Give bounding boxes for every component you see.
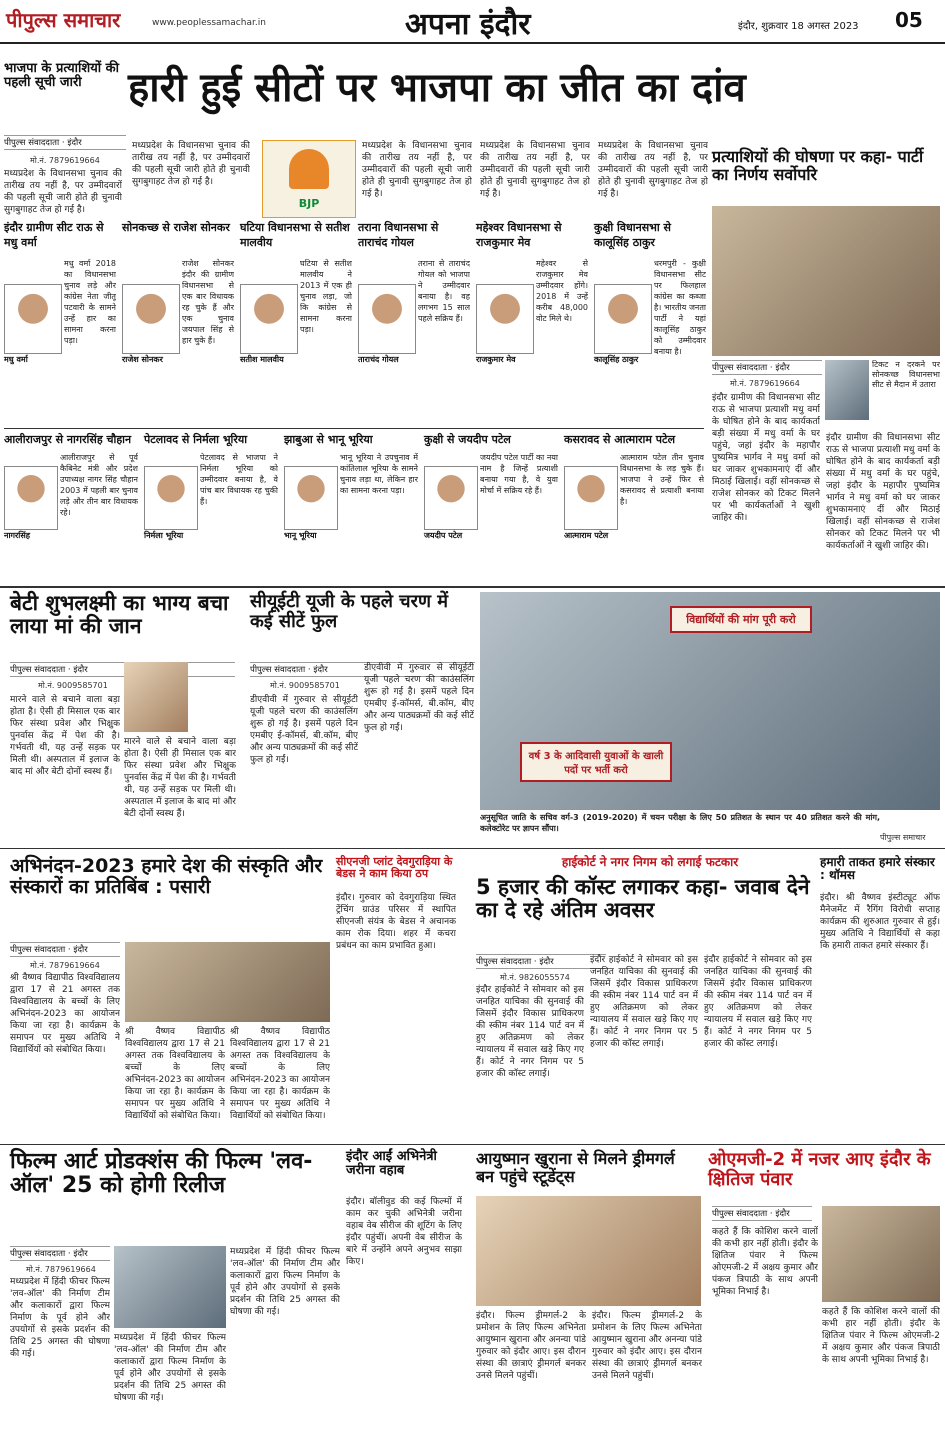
candidate-text: आलीराजपुर से पूर्व कैबिनेट मंत्री और प्रदेश उपाध्यक्ष नागर सिंह चौहान 2003 में पहली बार चुनाव लड़े और तीन बार विधायक रहे। xyxy=(60,453,138,517)
candidate-row-2 xyxy=(4,432,709,582)
candidate-title: झाबुआ से भानू भूरिया xyxy=(284,433,373,446)
protest-credit: पीपुल्स समाचार xyxy=(880,833,926,842)
page-number: 05 xyxy=(895,8,923,32)
candidate-title: सोनकच्छ से राजेश सोनकर xyxy=(122,221,230,234)
candidate-photo xyxy=(4,466,58,530)
website-url[interactable]: www.peoplessamachar.in xyxy=(152,18,266,28)
candidate-caption: निर्मला भूरिया xyxy=(144,531,184,540)
candidate-caption: सतीश मालवीय xyxy=(240,355,284,364)
celebration-photo xyxy=(712,206,940,356)
story4-text: इंदौर। गुरुवार को देवगुराड़िया स्थित ट्रेंचिंग ग्राउंड परिसर में स्थापित सीएनजी संयंत्र के बेडस ने अचानक काम रोक दिया। शहर में कचरा प्रबंधन का काम प्रभावित हुआ। xyxy=(336,893,456,951)
story10-text-col2: कहते हैं कि कोशिश करने वालों की कभी हार नहीं होती। इंदौर के क्षितिज पंवार ने फिल्म ओएमजी-2 में अक्षय कुमार और पंकज त्रिपाठी के साथ अपनी भूमिका निभाई है। xyxy=(822,1307,940,1365)
protest-banner-top: विद्यार्थियों की मांग पूरी करो xyxy=(670,606,812,633)
candidate-card xyxy=(476,220,588,425)
candidate-text: धरमपुरी - कुक्षी विधानसभा सीट पर फिलहाल कांग्रेस का कब्जा है। भारतीय जनता पार्टी ने यहां कालूसिंह ठाकुर को उम्मीदवार बनाया है। xyxy=(654,259,706,356)
candidate-text: जयदीप पटेल पार्टी का नया नाम है जिन्हें प्रत्याशी बनाया गया है, वे युवा मोर्चा में सक्रिय रहे हैं। xyxy=(480,453,558,495)
event-photo xyxy=(125,942,330,1022)
candidate-caption: कालूसिंह ठाकुर xyxy=(594,355,639,364)
candidate-title: कसरावद से आत्माराम पटेल xyxy=(564,433,676,446)
lead-byline-name: पीपुल्स संवाददाता xyxy=(4,138,60,148)
story1-byline: पीपुल्स संवाददाता · इंदौर xyxy=(10,662,235,677)
candidate-photo xyxy=(476,284,534,354)
lead-headline: हारी हुई सीटों पर भाजपा का जीत का दांव xyxy=(128,65,746,111)
candidate-text: पेटलावद से भाजपा ने निर्मला भूरिया को उम्मीदवार बनाया है, वे पांच बार विधायक रह चुकी हैं। xyxy=(200,453,278,506)
candidate-title: आलीराजपुर से नागरसिंह चौहान xyxy=(4,433,132,446)
candidate-title: कुक्षी से जयदीप पटेल xyxy=(424,433,511,446)
story3-text-col3: श्री वैष्णव विद्यापीठ विश्वविद्यालय द्वारा 17 से 21 अगस्त तक विश्वविद्यालय के बच्चों के लिए अभिनंदन-2023 का आयोजन किया जा रहा है। कार्यक्रम के समापन पर मुख्य अतिथि ने विद्यार्थियों को संबोधित किया। xyxy=(230,1027,330,1121)
lead-byline: पीपुल्स संवाददाता · इंदौर xyxy=(4,135,126,150)
lead-body-col3: मध्यप्रदेश के विधानसभा चुनाव की तारीख तय नहीं है, पर उम्मीदवारों की पहली सूची जारी होते ही चुनावी सुगबुगाहट तेज हो गई है। xyxy=(362,141,472,199)
candidate-title: घटिया विधानसभा से सतीश मालवीय xyxy=(240,221,350,249)
story7-text-col3: मध्यप्रदेश में हिंदी फीचर फिल्म 'लव-ऑल' की निर्माण टीम और कलाकारों द्वारा फिल्म निर्माण के पूर्व होने और उपयोगों से इसके प्रदर्शन की तिथि 25 अगस्त की घोषणा की गई। xyxy=(230,1247,340,1317)
candidate-card xyxy=(4,432,140,580)
lead-mobile: मो.नं. 7879619664 xyxy=(30,156,100,165)
film-press-photo xyxy=(114,1246,226,1328)
story3-byline: पीपुल्स संवाददाता · इंदौर xyxy=(10,942,120,957)
candidate-card xyxy=(284,432,420,580)
candidate-row-1 xyxy=(4,220,709,430)
candidate-card xyxy=(4,220,116,425)
story9-headline: आयुष्मान खुराना से मिलने ड्रीमगर्ल बन पहुंचे स्टूडेंट्स xyxy=(476,1149,675,1186)
candidate-photo xyxy=(144,466,198,530)
side-top-tag: टिकट न दरकने पर सोनकच्छ विधानसभा सीट से मैदान में उतारा xyxy=(872,360,940,389)
candidate-title: इंदौर ग्रामीण सीट राऊ से मधु वर्मा xyxy=(4,221,104,249)
story7-text: मध्यप्रदेश में हिंदी फीचर फिल्म 'लव-ऑल' की निर्माण टीम और कलाकारों द्वारा फिल्म निर्माण के पूर्व होने और उपयोगों से इसके प्रदर्शन की तिथि 25 अगस्त की घोषणा की गई। xyxy=(10,1277,110,1359)
story10-byline-city: इंदौर xyxy=(775,1209,790,1219)
section-divider xyxy=(0,848,945,849)
candidate-text: महेश्वर से राजकुमार मेव उम्मीदवार होंगे। 2018 में उन्हें करीब 48,000 वोट मिले थे। xyxy=(536,259,588,323)
candidate-card xyxy=(144,432,280,580)
candidate-caption: नागरसिंह xyxy=(4,531,31,540)
side-top-byline-name: पीपुल्स संवाददाता xyxy=(712,363,768,373)
candidate-card xyxy=(358,220,470,425)
story6-headline: हमारी ताकत हमारे संस्कार : थॉमस xyxy=(820,855,935,883)
candidate-caption: ताराचंद गोयल xyxy=(358,355,399,364)
story8-text: इंदौर। बॉलीवुड की कई फिल्मों में काम कर चुकी अभिनेत्री जरीना वहाब वेब सीरीज की शूटिंग के लिए इंदौर पहुंचीं। अपनी वेब सीरीज के बारे में उन्होंने अपने अनुभव साझा किए। xyxy=(346,1197,462,1267)
candidate-text: मधु वर्मा 2018 का विधानसभा चुनाव लड़े और कांग्रेस नेता जीतू पटवारी के सामने उन्हें हार का सामना करना पड़ा। xyxy=(64,259,116,345)
story1-headline: बेटी शुभलक्ष्मी का भाग्य बचा लाया मां की जान xyxy=(10,591,229,639)
section-title: अपना इंदौर xyxy=(405,7,531,42)
candidate-photo xyxy=(4,284,62,354)
lead-byline-city: इंदौर xyxy=(67,138,82,148)
dateline: इंदौर, शुक्रवार 18 अगस्त 2023 xyxy=(738,21,859,32)
story2-headline: सीयूईटी यूजी के पहले चरण में कई सीटें फुल xyxy=(250,591,449,632)
candidate-card xyxy=(122,220,234,425)
side-top-text: इंदौर ग्रामीण की विधानसभा सीट राऊ से भाजपा प्रत्याशी मधु वर्मा के घोषित होने के बाद कार्यकर्ता बड़ी संख्या में मधु वर्मा के घर पहुंचे, जहां इंदौर के महापौर पुष्यमित्र भार्गव ने मधु वर्मा को घर जाकर शुभकामनाएं दीं और मिठाई खिलाई। वहीं सोनकच्छ से राजेश सोनकर को टिकट मिलने पर भी कार्यकर्ताओं ने खुशी जाहिर की। xyxy=(712,393,820,523)
story3-text-col2: श्री वैष्णव विद्यापीठ विश्वविद्यालय द्वारा 17 से 21 अगस्त तक विश्वविद्यालय के बच्चों के लिए अभिनंदन-2023 का आयोजन किया जा रहा है। कार्यक्रम के समापन पर मुख्य अतिथि ने विद्यार्थियों को संबोधित किया। xyxy=(125,1027,225,1121)
students-photo xyxy=(476,1196,701,1306)
story3-text: श्री वैष्णव विद्यापीठ विश्वविद्यालय द्वारा 17 से 21 अगस्त तक विश्वविद्यालय के बच्चों के लिए अभिनंदन-2023 का आयोजन किया जा रहा है। कार्यक्रम के समापन पर मुख्य अतिथि ने विद्यार्थियों को संबोधित किया। xyxy=(10,973,120,1055)
candidate-caption: मधु वर्मा xyxy=(4,355,28,364)
story3-byline-name: पीपुल्स संवाददाता xyxy=(10,945,66,955)
candidate-title: कुक्षी विधानसभा से कालूसिंह ठाकुर xyxy=(594,221,671,249)
story5-byline-name: पीपुल्स संवाददाता xyxy=(476,957,532,967)
sonkar-photo xyxy=(825,360,869,420)
story4-headline: सीएनजी प्लांट देवगुराड़िया के बेडस ने काम किया ठप xyxy=(336,855,453,881)
protest-photo xyxy=(480,592,940,810)
story9-text-col2: इंदौर। फिल्म ड्रीमगर्ल-2 के प्रमोशन के लिए फिल्म अभिनेता आयुष्मान खुराना और अनन्या पांडे गुरुवार को इंदौर आए। इस दौरान संस्था की छात्राएं ड्रीमगर्ल बनकर उनसे मिलने पहुंचीं। xyxy=(592,1311,702,1381)
story2-text-col2: डीएवीवी में गुरुवार से सीयूईटी यूजी पहले चरण की काउंसलिंग शुरू हो गई है। इसमें पहले दिन एमबीए ई-कॉमर्स, बी.कॉम, बीए और अन्य पाठ्यक्रमों की कई सीटें फुल हो गईं। xyxy=(364,663,474,733)
story5-mobile: मो.नं. 9826055574 xyxy=(500,973,570,982)
candidate-caption: जयदीप पटेल xyxy=(424,531,463,540)
candidate-text: आत्माराम पटेल तीन चुनाव विधानसभा के लड़ चुके हैं। भाजपा ने उन्हें फिर से कसरावद से प्रत्याशी बनाया है। xyxy=(620,453,704,506)
lead-body-col5: मध्यप्रदेश के विधानसभा चुनाव की तारीख तय नहीं है, पर उम्मीदवारों की पहली सूची जारी होते ही चुनावी सुगबुगाहट तेज हो गई है। xyxy=(598,141,708,199)
lead-kicker xyxy=(4,62,122,91)
candidate-photo xyxy=(122,284,180,354)
candidate-caption: राजेश सोनकर xyxy=(122,355,163,364)
lead-kicker-text: भाजपा के प्रत्याशियों की पहली सूची जारी xyxy=(4,61,120,91)
lead-body-col4: मध्यप्रदेश के विधानसभा चुनाव की तारीख तय नहीं है, पर उम्मीदवारों की पहली सूची जारी होते ही चुनावी सुगबुगाहट तेज हो गई है। xyxy=(480,141,590,199)
story10-headline: ओएमजी-2 में नजर आए इंदौर के क्षितिज पंवार xyxy=(708,1149,931,1190)
story3-byline-city: इंदौर xyxy=(73,945,88,955)
candidate-text: तराना से ताराचंद गोयल को भाजपा ने उम्मीदवार बनाया है। वह लगभग 15 साल पहले सक्रिय हैं। xyxy=(418,259,470,323)
candidate-photo xyxy=(424,466,478,530)
story6-text: इंदौर। श्री वैष्णव इंस्टीट्यूट ऑफ मैनेजमेंट में रैगिंग विरोधी सप्ताह कार्यक्रम की शुरुआत गुरुवार से हुई। मुख्य अतिथि ने विद्यार्थियों से कहा कि हमारी ताकत हमारे संस्कार हैं। xyxy=(820,893,940,951)
story2-byline: पीपुल्स संवाददाता · इंदौर xyxy=(250,662,475,677)
newspaper-logo: पीपुल्स समाचार xyxy=(6,8,121,32)
story3-headline: अभिनंदन-2023 हमारे देश की संस्कृति और संस्कारों का प्रतिबिंब : पसारी xyxy=(10,855,323,898)
story5-byline-city: इंदौर xyxy=(539,957,554,967)
story10-byline: पीपुल्स संवाददाता · इंदौर xyxy=(712,1206,812,1221)
lead-intro: मध्यप्रदेश के विधानसभा चुनाव की तारीख तय नहीं है, पर उम्मीदवारों की पहली सूची जारी होते ही चुनावी सुगबुगाहट तेज हो गई है। xyxy=(4,169,122,215)
story7-byline-city: इंदौर xyxy=(73,1249,88,1259)
lotus-icon xyxy=(289,149,329,189)
candidate-title: पेटलावद से निर्मला भूरिया xyxy=(144,433,248,446)
story3-mobile: मो.नं. 7879619664 xyxy=(30,961,100,970)
lead-body-col2: मध्यप्रदेश के विधानसभा चुनाव की तारीख तय नहीं है, पर उम्मीदवारों की पहली सूची जारी होते ही चुनावी सुगबुगाहट तेज हो गई है। xyxy=(132,141,250,187)
side-top-headline: प्रत्याशियों की घोषणा पर कहा- पार्टी का निर्णय सर्वोपरि xyxy=(712,147,924,184)
story2-text: डीएवीवी में गुरुवार से सीयूईटी यूजी पहले चरण की काउंसलिंग शुरू हो गई है। इसमें पहले दिन एमबीए ई-कॉमर्स, बी.कॉम, बीए और अन्य पाठ्यक्रमों की कई सीटें फुल हो गईं। xyxy=(250,695,358,765)
mother-baby-photo xyxy=(124,662,188,732)
actor-photo xyxy=(822,1206,940,1302)
story9-text: इंदौर। फिल्म ड्रीमगर्ल-2 के प्रमोशन के लिए फिल्म अभिनेता आयुष्मान खुराना और अनन्या पांडे गुरुवार को इंदौर आए। इस दौरान संस्था की छात्राएं ड्रीमगर्ल बनकर उनसे मिलने पहुंचीं। xyxy=(476,1311,586,1381)
bjp-logo xyxy=(262,140,356,218)
section-divider xyxy=(0,586,945,588)
side-top-byline: पीपुल्स संवाददाता · इंदौर xyxy=(712,360,822,375)
story1-text: मारने वाले से बचाने वाला बड़ा होता है। ऐसी ही मिसाल एक बार फिर संस्था प्रवेश और भिक्षुक पुनर्वास केंद्र में पेश की है। गर्भवती थी, यह उन्हें सड़क पर मिली थी। अस्पताल में इलाज के बाद मां और बेटी दोनों स्वस्थ हैं। xyxy=(10,695,120,777)
story2-byline-city: इंदौर xyxy=(313,665,328,675)
candidate-title: तराना विधानसभा से ताराचंद गोयल xyxy=(358,221,439,249)
story5-text-col2: इंदौर हाईकोर्ट ने सोमवार को इस जनहित याचिका की सुनवाई की जिसमें इंदौर विकास प्राधिकरण की स्कीम नंबर 114 पार्ट वन में हुए अतिक्रमण को लेकर न्यायालय में सवाल खड़े किए गए हैं। कोर्ट ने नगर निगम पर 5 हजार की कॉस्ट लगाई। xyxy=(590,955,698,1049)
side-top-text-col2: इंदौर ग्रामीण की विधानसभा सीट राऊ से भाजपा प्रत्याशी मधु वर्मा के घोषित होने के बाद कार्यकर्ता बड़ी संख्या में मधु वर्मा के घर पहुंचे, जहां इंदौर के महापौर पुष्यमित्र भार्गव ने मधु वर्मा को घर जाकर शुभकामनाएं दीं और मिठाई खिलाई। वहीं सोनकच्छ से राजेश सोनकर को टिकट मिलने पर भी कार्यकर्ताओं ने खुशी जाहिर की। xyxy=(826,433,940,551)
candidate-card xyxy=(424,432,560,580)
story5-byline: पीपुल्स संवाददाता · इंदौर xyxy=(476,954,606,969)
story2-mobile: मो.नं. 9009585701 xyxy=(270,681,340,690)
candidate-photo xyxy=(240,284,298,354)
candidate-text: राजेश सोनकर इंदौर की ग्रामीण विधानसभा से एक बार विधायक रह चुके हैं और एक चुनाव जयपाल सिंह से हार चुके हैं। xyxy=(182,259,234,345)
protest-caption: अनुसूचित जाति के सचिव वर्ग-3 (2019-2020) में चयन परीक्षा के लिए 50 प्रतिशत के स्थान पर 40 प्रतिशत करने की मांग, कलेक्टोरेट पर ज्ञापन सौंपा। xyxy=(480,813,880,833)
story5-headline: 5 हजार की कॉस्ट लगाकर कहा- जवाब देने का दे रहे अंतिम अवसर xyxy=(476,875,810,923)
candidate-photo xyxy=(358,284,416,354)
story5-text: इंदौर हाईकोर्ट ने सोमवार को इस जनहित याचिका की सुनवाई की जिसमें इंदौर विकास प्राधिकरण की स्कीम नंबर 114 पार्ट वन में हुए अतिक्रमण को लेकर न्यायालय में सवाल खड़े किए गए हैं। कोर्ट ने नगर निगम पर 5 हजार की कॉस्ट लगाई। xyxy=(476,985,584,1079)
bjp-label: BJP xyxy=(298,197,320,210)
side-top-byline-city: इंदौर xyxy=(775,363,790,373)
row2-divider xyxy=(4,428,704,429)
candidate-caption: आत्माराम पटेल xyxy=(564,531,609,540)
candidate-card xyxy=(564,432,706,580)
candidate-photo xyxy=(284,466,338,530)
candidate-text: घटिया से सतीश मालवीय ने 2013 में एक ही चुनाव लड़ा, जो कि कांग्रेस से सामना करना पड़ा। xyxy=(300,259,352,334)
side-top-mobile: मो.नं. 7879619664 xyxy=(730,379,800,388)
candidate-card xyxy=(594,220,706,425)
candidate-caption: भानू भूरिया xyxy=(284,531,317,540)
section-divider xyxy=(0,1144,945,1145)
story10-text: कहते हैं कि कोशिश करने वालों की कभी हार नहीं होती। इंदौर के क्षितिज पंवार ने फिल्म ओएमजी-2 में अक्षय कुमार और पंकज त्रिपाठी के साथ अपनी भूमिका निभाई है। xyxy=(712,1227,818,1297)
protest-banner-bottom: वर्ष 3 के आदिवासी युवाओं के खाली पदों पर भर्ती करो xyxy=(520,742,672,782)
candidate-photo xyxy=(594,284,652,354)
story1-byline-city: इंदौर xyxy=(73,665,88,675)
candidate-text: भानू भूरिया ने उपचुनाव में कांतिलाल भूरिया के सामने चुनाव लड़ा था, लेकिन हार का सामना करना पड़ा। xyxy=(340,453,418,495)
story7-text-col2: मध्यप्रदेश में हिंदी फीचर फिल्म 'लव-ऑल' की निर्माण टीम और कलाकारों द्वारा फिल्म निर्माण के पूर्व होने और उपयोगों से इसके प्रदर्शन की तिथि 25 अगस्त की घोषणा की गई। xyxy=(114,1333,226,1403)
story7-byline-name: पीपुल्स संवाददाता xyxy=(10,1249,66,1259)
story10-byline-name: पीपुल्स संवाददाता xyxy=(712,1209,768,1219)
story1-byline-name: पीपुल्स संवाददाता xyxy=(10,665,66,675)
story5-text-col3: इंदौर हाईकोर्ट ने सोमवार को इस जनहित याचिका की सुनवाई की जिसमें इंदौर विकास प्राधिकरण की स्कीम नंबर 114 पार्ट वन में हुए अतिक्रमण को लेकर न्यायालय में सवाल खड़े किए गए हैं। कोर्ट ने नगर निगम पर 5 हजार की कॉस्ट लगाई। xyxy=(704,955,812,1049)
story8-headline: इंदौर आईं अभिनेत्री जरीना वहाब xyxy=(346,1149,437,1179)
candidate-caption: राजकुमार मेव xyxy=(476,355,516,364)
story5-kicker: हाईकोर्ट ने नगर निगम को लगाई फटकार xyxy=(561,855,739,869)
story1-text-col2: मारने वाले से बचाने वाला बड़ा होता है। ऐसी ही मिसाल एक बार फिर संस्था प्रवेश और भिक्षुक पुनर्वास केंद्र में पेश की है। गर्भवती थी, यह उन्हें सड़क पर मिली थी। अस्पताल में इलाज के बाद मां और बेटी दोनों स्वस्थ हैं। xyxy=(124,737,236,819)
story7-headline: फिल्म आर्ट प्रोडक्शंस की फिल्म 'लव-ऑल' 25 को होगी रिलीज xyxy=(10,1149,313,1199)
story7-byline: पीपुल्स संवाददाता · इंदौर xyxy=(10,1246,110,1261)
story2-byline-name: पीपुल्स संवाददाता xyxy=(250,665,306,675)
candidate-card xyxy=(240,220,352,425)
story1-mobile: मो.नं. 9009585701 xyxy=(38,681,108,690)
candidate-photo xyxy=(564,466,618,530)
story7-mobile: मो.नं. 7879619664 xyxy=(26,1265,96,1274)
candidate-title: महेश्वर विधानसभा से राजकुमार मेव xyxy=(476,221,562,249)
